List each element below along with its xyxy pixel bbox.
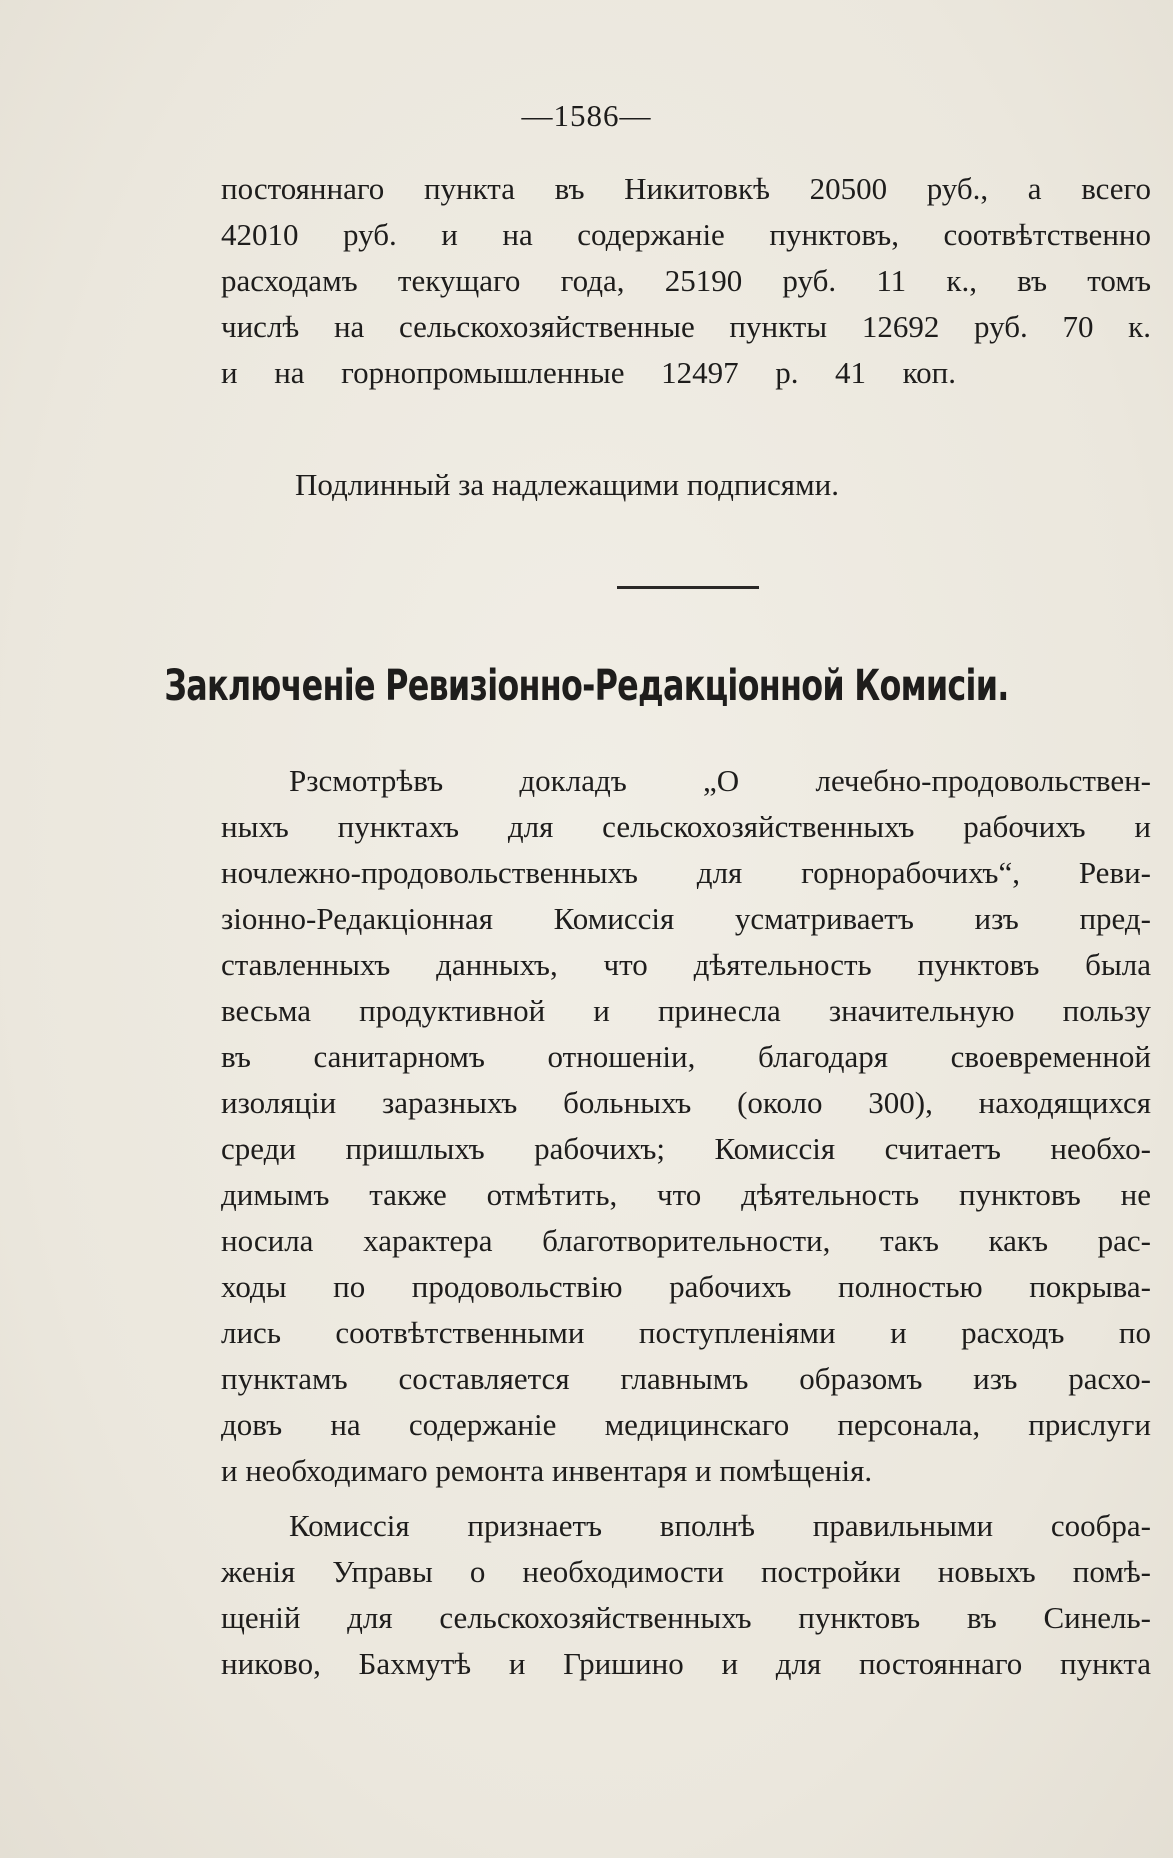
text-line: ныхъ пунктахъ для сельскохозяйственныхъ рабочихъ и	[221, 809, 1151, 844]
text-line: довъ на содержаніе медицинскаго персонала, прислуги	[221, 1407, 1151, 1442]
page-number: —1586—	[521, 98, 652, 133]
commission-conclusion-paragraph	[221, 758, 1151, 1494]
text-line: димымъ также отмѣтить, что дѣятельность пунктовъ не	[221, 1177, 1151, 1212]
text-line: носила характера благотворительности, такъ какъ рас-	[221, 1223, 1151, 1258]
text-line: расходамъ текущаго года, 25190 руб. 11 к., въ томъ	[221, 263, 1151, 298]
text-line: зіонно-Редакціонная Комиссія усматриваетъ изъ пред-	[221, 901, 1151, 936]
commission-recommendation-paragraph	[221, 1503, 1151, 1687]
text-line: и необходимаго ремонта инвентаря и помѣщенія.	[221, 1453, 873, 1488]
text-line: никово, Бахмутѣ и Гришино и для постояннаго пункта	[221, 1646, 1151, 1681]
text-line: женія Управы о необходимости постройки новыхъ помѣ-	[221, 1554, 1151, 1589]
section-heading: Заключеніе Ревизіонно-Редакціонной Комисіи.	[164, 661, 1009, 711]
intro-paragraph	[221, 166, 1151, 396]
signature-note: Подлинный за надлежащими подписями.	[295, 467, 839, 502]
text-line: пунктамъ составляется главнымъ образомъ изъ расхо-	[221, 1361, 1151, 1396]
text-line: лись соотвѣтственными поступленіями и расходъ по	[221, 1315, 1151, 1350]
text-line: ночлежно-продовольственныхъ для горнорабочихъ“, Реви-	[221, 855, 1151, 890]
text-line: Рзсмотрѣвъ докладъ „О лечебно-продовольствен-	[289, 763, 1151, 798]
text-line: Комиссія признаетъ вполнѣ правильными сообра-	[289, 1508, 1151, 1543]
text-line: постояннаго пункта въ Никитовкѣ 20500 руб., а всего	[221, 171, 1151, 206]
text-line: щеній для сельскохозяйственныхъ пунктовъ въ Синель-	[221, 1600, 1151, 1635]
text-line: и на горнопромышленные 12497 р. 41 коп.	[221, 355, 956, 390]
section-divider	[617, 586, 759, 589]
text-line: ходы по продовольствію рабочихъ полностью покрыва-	[221, 1269, 1151, 1304]
text-line: среди пришлыхъ рабочихъ; Комиссія считаетъ необхо-	[221, 1131, 1151, 1166]
text-line: весьма продуктивной и принесла значительную пользу	[221, 993, 1151, 1028]
text-line: ставленныхъ данныхъ, что дѣятельность пунктовъ была	[221, 947, 1151, 982]
text-line: изоляціи заразныхъ больныхъ (около 300), находящихся	[221, 1085, 1151, 1120]
text-line: въ санитарномъ отношеніи, благодаря своевременной	[221, 1039, 1151, 1074]
text-line: 42010 руб. и на содержаніе пунктовъ, соотвѣтственно	[221, 217, 1151, 252]
text-line: числѣ на сельскохозяйственные пункты 12692 руб. 70 к.	[221, 309, 1151, 344]
